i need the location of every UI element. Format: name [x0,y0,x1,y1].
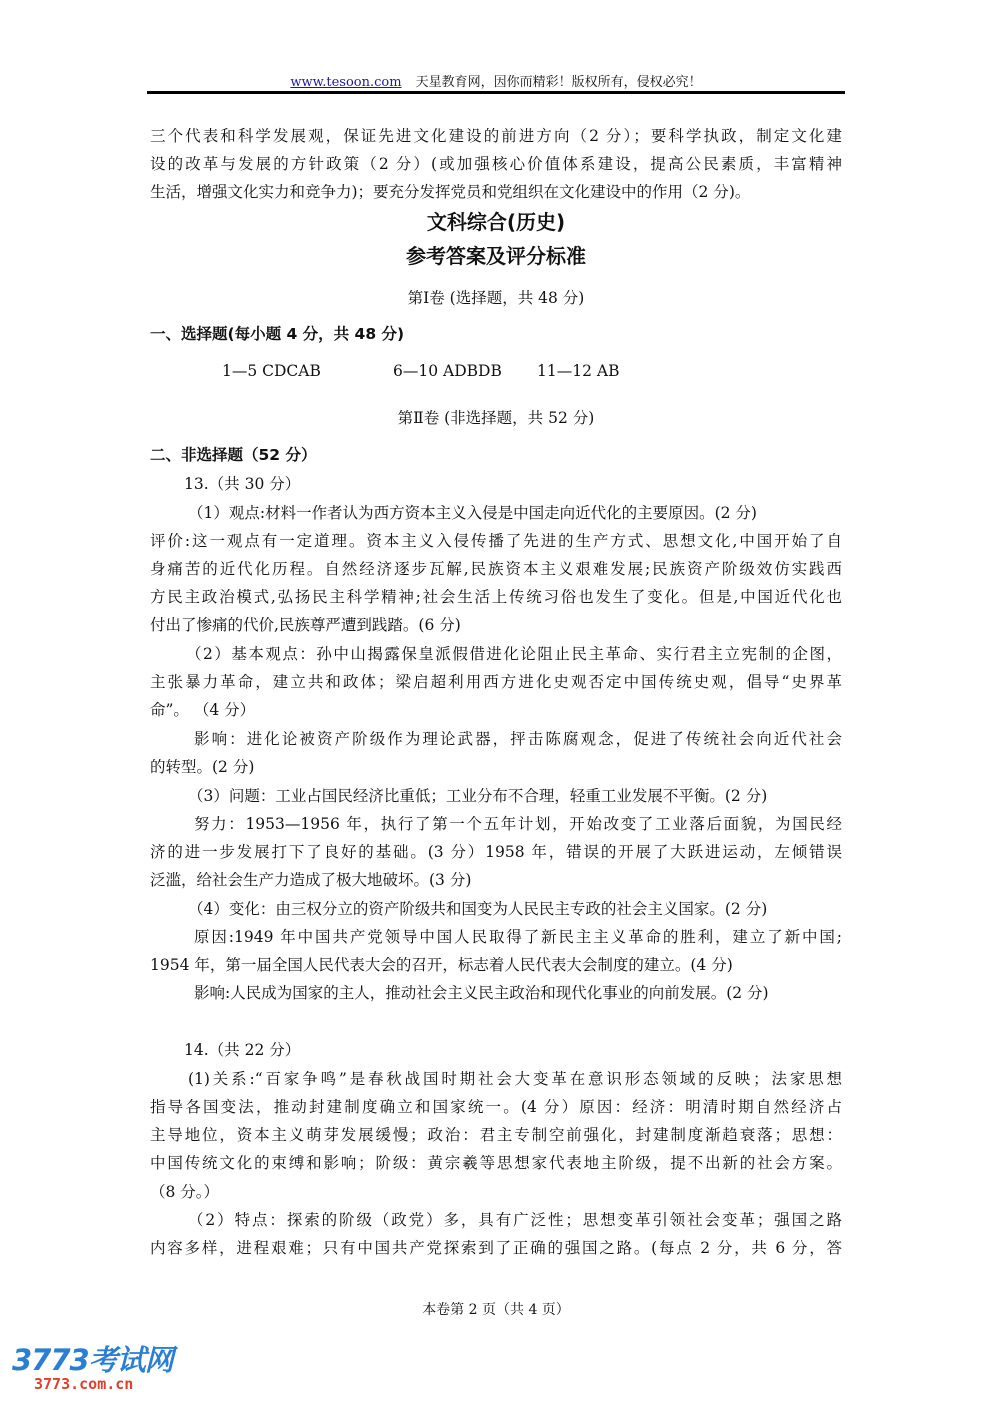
text-line: 付出了惨痛的代价,民族尊严遭到践踏。(6 分) [150,616,461,634]
text-line: 三个代表和科学发展观，保证先进文化建设的前进方向（2 分）；要科学执政，制定文化建 [150,127,842,145]
text-line: 泛滥，给社会生产力造成了极大地破坏。(3 分) [150,871,472,889]
text-line: 设的改革与发展的方针政策（2 分）(或加强核心价值体系建设，提高公民素质，丰富精神 [150,155,842,173]
part-one-heading: 第Ⅰ卷 (选择题，共 48 分) [407,289,585,307]
text-line: 影响:人民成为国家的主人，推动社会主义民主政治和现代化事业的向前发展。(2 分) [194,984,769,1002]
text-line: （8 分。） [150,1183,220,1201]
header-rule [147,91,845,94]
question-14-heading: 14.（共 22 分） [184,1041,301,1059]
text-line: （2）特点：探索的阶级（政党）多，具有广泛性；思想变革引领社会变革；强国之路 [188,1211,842,1229]
text-line: （2）基本观点：孙中山揭露保皇派假借进化论阻止民主革命、实行君主立宪制的企图， [186,645,842,663]
part-two-heading: 第Ⅱ卷 (非选择题，共 52 分) [397,409,595,427]
section-one-heading: 一、选择题(每小题 4 分，共 48 分) [150,325,405,343]
section-two-heading: 二、非选择题（52 分） [150,446,317,464]
text-line: 生活，增强文化实力和竞争力)；要充分发挥党员和党组织在文化建设中的作用（2 分)。 [150,183,751,201]
subtitle: 参考答案及评分标准 [406,244,586,268]
answer-group: 6—10 ADBDB [393,362,502,380]
text-line: 命”。 （4 分） [150,701,256,719]
title: 文科综合(历史) [426,210,566,234]
logo-name: 3773考试网 [12,1343,173,1377]
page-footer: 本卷第 2 页（共 4 页） [422,1302,570,1318]
text-line: 主导地位，资本主义萌芽发展缓慢；政治：君主专制空前强化，封建制度渐趋衰落；思想： [150,1126,842,1144]
text-line: 原因:1949 年中国共产党领导中国人民取得了新民主主义革命的胜利，建立了新中国; [194,928,842,946]
text-line: 中国传统文化的束缚和影响；阶级：黄宗羲等思想家代表地主阶级，提不出新的社会方案。 [150,1154,842,1172]
text-line: 评价:这一观点有一定道理。资本主义入侵传播了先进的生产方式、思想文化,中国开始了自 [150,532,842,550]
text-line: （1）观点:材料一作者认为西方资本主义入侵是中国走向近代化的主要原因。(2 分) [188,504,757,522]
text-line: 的转型。(2 分) [150,758,255,776]
text-line: （3）问题：工业占国民经济比重低；工业分布不合理，轻重工业发展不平衡。(2 分) [188,787,768,805]
page-header [0,71,992,90]
header-slogan: 天星教育网，因你而精彩！版权所有，侵权必究！ [415,75,702,90]
answer-group: 11—12 AB [537,362,620,380]
text-line: 指导各国变法，推动封建制度确立和国家统一。(4 分）原因：经济：明清时期自然经济占 [150,1098,842,1116]
answer-group: 1—5 CDCAB [222,362,321,380]
text-line: （4）变化：由三权分立的资产阶级共和国变为人民民主专政的社会主义国家。(2 分) [188,900,768,918]
text-line: 影响：进化论被资产阶级作为理论武器，抨击陈腐观念，促进了传统社会向近代社会 [194,730,842,748]
text-line: 努力：1953—1956 年，执行了第一个五年计划，开始改变了工业落后面貌，为国民经 [194,815,842,833]
question-13-heading: 13.（共 30 分） [184,475,301,493]
site-link[interactable]: www.tesoon.com [290,75,402,90]
text-line: 方民主政治模式,弘扬民主科学精神;社会生活上传统习俗也发生了变化。但是,中国近代化也 [150,588,842,606]
site-logo [12,1338,182,1393]
text-line: 内容多样，进程艰难；只有中国共产党探索到了正确的强国之路。(每点 2 分，共 6 分，答 [150,1239,842,1257]
text-line: (1)关系:“百家争鸣”是春秋战国时期社会大变革在意识形态领域的反映；法家思想 [188,1070,842,1088]
logo-url: 3773.com.cn [34,1375,134,1393]
text-line: 身痛苦的近代化历程。自然经济逐步瓦解,民族资本主义艰难发展;民族资产阶级效仿实践西 [150,560,842,578]
text-line: 主张暴力革命，建立共和政体；梁启超利用西方进化史观否定中国传统史观，倡导“史界革 [150,673,842,691]
text-line: 济的进一步发展打下了良好的基础。(3 分）1958 年，错误的开展了大跃进运动，左倾错误 [150,843,842,861]
text-line: 1954 年，第一届全国人民代表大会的召开，标志着人民代表大会制度的建立。(4 分) [150,956,733,974]
